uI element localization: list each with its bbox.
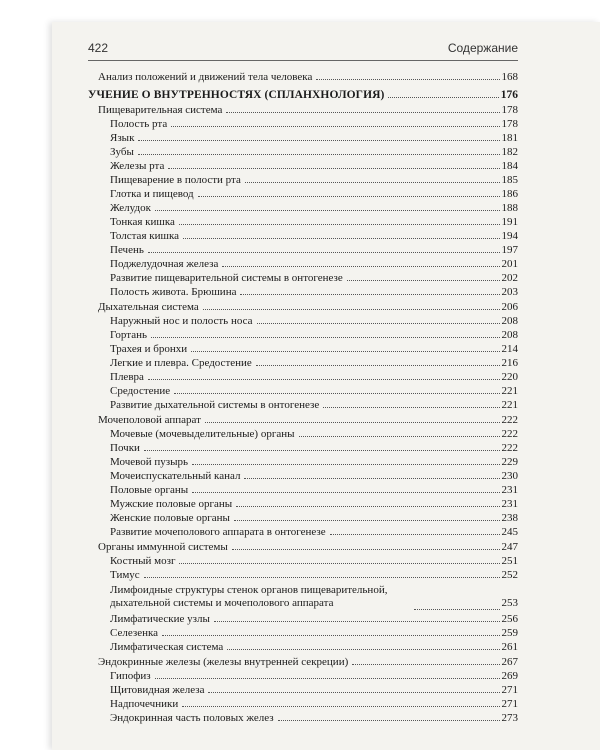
dot-leader <box>174 384 499 394</box>
dot-leader <box>352 655 499 665</box>
toc-entry: Женские половые органы 238 <box>110 512 518 524</box>
toc-entry: Развитие дыхательной системы в онтогенезе 221 <box>110 399 518 411</box>
toc-entry: Железы рта 184 <box>110 160 518 172</box>
dot-leader <box>226 103 499 113</box>
toc-entry: Развитие мочеполового аппарата в онтогенезе 245 <box>110 526 518 538</box>
toc-entry: Плевра 220 <box>110 371 518 383</box>
dot-leader <box>148 370 500 380</box>
dot-leader <box>144 568 500 578</box>
dot-leader <box>232 540 500 550</box>
toc-entry: Мочевой пузырь 229 <box>110 456 518 468</box>
dot-leader <box>171 117 499 127</box>
dot-leader <box>330 525 500 535</box>
toc-entry: Язык 181 <box>110 132 518 144</box>
toc-entry: Зубы 182 <box>110 146 518 158</box>
dot-leader <box>245 173 500 183</box>
dot-leader <box>162 626 499 636</box>
dot-leader <box>138 145 500 155</box>
dot-leader <box>414 600 500 610</box>
dot-leader <box>191 342 499 352</box>
toc-entry: Толстая кишка 194 <box>110 230 518 242</box>
toc-entry: Глотка и пищевод 186 <box>110 188 518 200</box>
dot-leader <box>208 683 499 693</box>
dot-leader <box>155 201 500 211</box>
toc-entry: Наружный нос и полость носа 208 <box>110 315 518 327</box>
toc-entry: Тимус 252 <box>110 569 518 581</box>
toc-entry: Селезенка 259 <box>110 627 518 639</box>
toc-entry: Мочеиспускательный канал 230 <box>110 470 518 482</box>
toc-entry: Легкие и плевра. Средостение 216 <box>110 357 518 369</box>
toc-entry: Тонкая кишка 191 <box>110 216 518 228</box>
dot-leader <box>234 511 500 521</box>
toc-entry: Полость рта 178 <box>110 118 518 130</box>
toc-heading: УЧЕНИЕ О ВНУТРЕННОСТЯХ (СПЛАНХНОЛОГИЯ) 176 <box>88 89 518 101</box>
dot-leader <box>203 300 500 310</box>
toc-entry: Анализ положений и движений тела человека 168 <box>98 71 518 83</box>
dot-leader <box>244 469 499 479</box>
toc-entry: Мочеполовой аппарат 222 <box>98 414 518 426</box>
toc-entry: Полость живота. Брюшина 203 <box>110 286 518 298</box>
toc-entry: Половые органы 231 <box>110 484 518 496</box>
dot-leader <box>155 669 500 679</box>
toc-entry: Пищеварение в полости рта 185 <box>110 174 518 186</box>
dot-leader <box>388 88 498 98</box>
toc-entry: Желудок 188 <box>110 202 518 214</box>
toc-entry: Лимфоидные структуры стенок органов пищеварительной, дыхательной системы и мочеполового аппарата 253 <box>110 584 518 609</box>
toc-entry: Эндокринная часть половых желез 273 <box>110 712 518 724</box>
dot-leader <box>240 285 499 295</box>
toc-entry: Печень 197 <box>110 244 518 256</box>
page-header <box>88 40 518 61</box>
dot-leader <box>214 612 500 622</box>
dot-leader <box>148 243 500 253</box>
dot-leader <box>222 257 499 267</box>
dot-leader <box>179 554 499 564</box>
dot-leader <box>138 131 499 141</box>
dot-leader <box>205 413 500 423</box>
dot-leader <box>192 483 499 493</box>
dot-leader <box>182 697 499 707</box>
dot-leader <box>183 229 499 239</box>
page-number: 422 <box>88 41 109 55</box>
dot-leader <box>168 159 499 169</box>
toc-entry: Мужские половые органы 231 <box>110 498 518 510</box>
dot-leader <box>151 328 500 338</box>
toc-entry: Гипофиз 269 <box>110 670 518 682</box>
dot-leader <box>323 398 499 408</box>
dot-leader <box>347 271 500 281</box>
section-title: Содержание <box>447 41 518 55</box>
toc-entry: Дыхательная система 206 <box>98 301 518 313</box>
dot-leader <box>179 215 500 225</box>
toc-entry: Развитие пищеварительной системы в онтогенезе 202 <box>110 272 518 284</box>
dot-leader <box>256 356 500 366</box>
dot-leader <box>257 314 500 324</box>
dot-leader <box>316 70 499 80</box>
toc-entry: Лимфатическая система 261 <box>110 641 518 653</box>
toc-entry: Эндокринные железы (железы внутренней секреции) 267 <box>98 656 518 668</box>
toc-entry: Мочевые (мочевыделительные) органы 222 <box>110 428 518 440</box>
toc-entry: Костный мозг 251 <box>110 555 518 567</box>
toc-entry: Средостение 221 <box>110 385 518 397</box>
dot-leader <box>236 497 499 507</box>
dot-leader <box>144 441 500 451</box>
dot-leader <box>192 455 499 465</box>
dot-leader <box>227 640 499 650</box>
dot-leader <box>198 187 500 197</box>
toc-entry: Трахея и бронхи 214 <box>110 343 518 355</box>
toc-entry: Щитовидная железа 271 <box>110 684 518 696</box>
toc-entry: Лимфатические узлы 256 <box>110 613 518 625</box>
toc-entry: Органы иммунной системы 247 <box>98 541 518 553</box>
table-of-contents <box>88 70 518 724</box>
dot-leader <box>299 427 500 437</box>
toc-entry: Гортань 208 <box>110 329 518 341</box>
toc-entry: Почки 222 <box>110 442 518 454</box>
dot-leader <box>278 711 500 721</box>
toc-entry: Пищеварительная система 178 <box>98 104 518 116</box>
toc-entry: Надпочечники 271 <box>110 698 518 710</box>
toc-entry: Поджелудочная железа 201 <box>110 258 518 270</box>
